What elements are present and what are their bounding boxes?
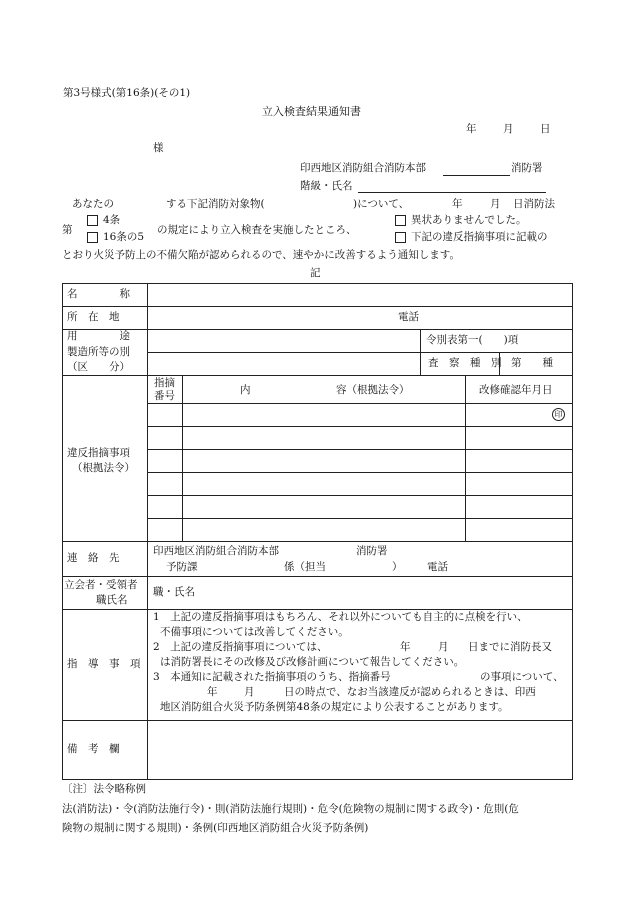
- intro-line3: とおり火災予防上の不備欠陥が認められるので、速やかに改善するよう通知します。: [62, 249, 460, 261]
- name-field[interactable]: [150, 286, 570, 304]
- guidance-3-tail: の事項について、: [480, 671, 564, 683]
- contact-phone: 電話: [427, 561, 448, 573]
- guidance-3-year: 年: [207, 686, 218, 698]
- notes-heading: 〔注〕法令略称例: [62, 783, 146, 795]
- intro-you: あなたの: [72, 198, 114, 210]
- label-address: 所 在 地: [67, 311, 120, 323]
- issuer-rank-name: 階級・氏名: [300, 180, 353, 192]
- address-field[interactable]: [150, 309, 390, 327]
- facility-type-field[interactable]: [150, 355, 416, 373]
- label-category: （区 分）: [67, 361, 130, 373]
- notes-line-2: 険物の規制に関する規則)・条例(印西地区消防組合火災予防条例): [62, 822, 369, 834]
- remarks-field[interactable]: [150, 723, 570, 777]
- contact-staff: 係（担当: [284, 561, 326, 573]
- notes-line-1: 法(消防法)・令(消防法施行令)・則(消防法施行規則)・危令(危険物の規制に関する政令)・危則(危: [62, 803, 519, 815]
- label-contact: 連 絡 先: [67, 552, 120, 564]
- guidance-3b: 日の時点で、なお当該違反が認められるときは、印西: [284, 686, 536, 698]
- intro-subject: する下記消防対象物(: [166, 198, 265, 210]
- guidance-2-year: 年: [400, 641, 411, 653]
- issuer-org: 印西地区消防組合消防本部: [300, 162, 426, 174]
- intro-day-law: 日消防法: [513, 198, 555, 210]
- label-violations: 違反指摘事項: [67, 447, 130, 459]
- intro-about: )について、: [353, 198, 410, 210]
- label-witness-1: 立会者・受領者: [64, 579, 138, 591]
- date-month: 月: [503, 123, 514, 135]
- date-year: 年: [466, 123, 477, 135]
- contact-org: 印西地区消防組合消防本部: [153, 545, 279, 557]
- intro-month: 月: [490, 198, 501, 210]
- col-header-content-1: 内: [240, 384, 251, 396]
- option-article-16-5: 16条の5: [103, 231, 145, 243]
- guidance-2-month: 月: [438, 641, 449, 653]
- contact-station: 消防署: [356, 545, 388, 557]
- label-facility-type: 製造所等の別: [67, 346, 130, 358]
- label-remarks: 備 考 欄: [67, 743, 120, 755]
- form-code: 第3号様式(第16条)(その1): [63, 87, 191, 99]
- guidance-1a: 1 上記の違反指摘事項はもちろん、それ以外についても自主的に点検を行い、: [153, 611, 528, 623]
- result-ok: 異状ありませんでした。: [411, 214, 527, 226]
- guidance-3c: 地区消防組合火災予防条例第48条の規定により公表することがあります。: [160, 701, 509, 713]
- witness-value: 職・氏名: [153, 586, 195, 598]
- result-ng: 下記の違反指摘事項に記載の: [411, 231, 548, 243]
- document-title: 立入検査結果通知書: [262, 105, 361, 118]
- contact-dept: 予防課: [166, 561, 198, 573]
- guidance-3-month: 月: [244, 686, 255, 698]
- col-header-no-2: 番号: [154, 390, 175, 402]
- addressee-suffix: 様: [153, 142, 164, 154]
- guidance-3a: 3 本通知に記載された指摘事項のうち、指摘番号: [153, 671, 391, 683]
- seal-mark: 印: [552, 408, 565, 421]
- guidance-2b: は消防署長にその改修及び改修計画について報告してください。: [160, 656, 465, 668]
- date-day: 日: [540, 123, 551, 135]
- annex-item: 令別表第一( )項: [426, 334, 519, 346]
- contact-close: ）: [392, 561, 403, 573]
- use-field[interactable]: [150, 332, 416, 350]
- intro-year: 年: [452, 198, 463, 210]
- guidance-1b: 不備事項については改善してください。: [160, 626, 349, 638]
- col-header-content-2: 容（根拠法令）: [336, 384, 410, 396]
- label-use: 用 途: [67, 330, 130, 342]
- option-article-4: 4条: [103, 214, 121, 226]
- intro-provision: の規定により立入検査を実施したところ、: [157, 224, 357, 236]
- col-header-fix-date: 改修確認年月日: [479, 384, 553, 396]
- intro-ki: 記: [310, 267, 321, 279]
- issuer-station: 消防署: [511, 162, 543, 174]
- inspection-class-value: 第 種: [511, 357, 553, 369]
- label-witness-2: 職氏名: [96, 594, 128, 606]
- guidance-2a: 2 上記の違反指摘事項については、: [153, 641, 328, 653]
- label-guidance: 指 導 事 項: [67, 658, 141, 670]
- label-inspection-class: 査 察 種 別: [428, 357, 502, 369]
- label-legal-basis: （根拠法令）: [72, 462, 135, 474]
- intro-dai: 第: [62, 224, 73, 236]
- col-header-no-1: 指摘: [154, 377, 175, 389]
- label-name: 名 称: [67, 288, 130, 300]
- label-phone: 電話: [398, 311, 419, 323]
- guidance-2-day: 日までに消防長又: [468, 641, 552, 653]
